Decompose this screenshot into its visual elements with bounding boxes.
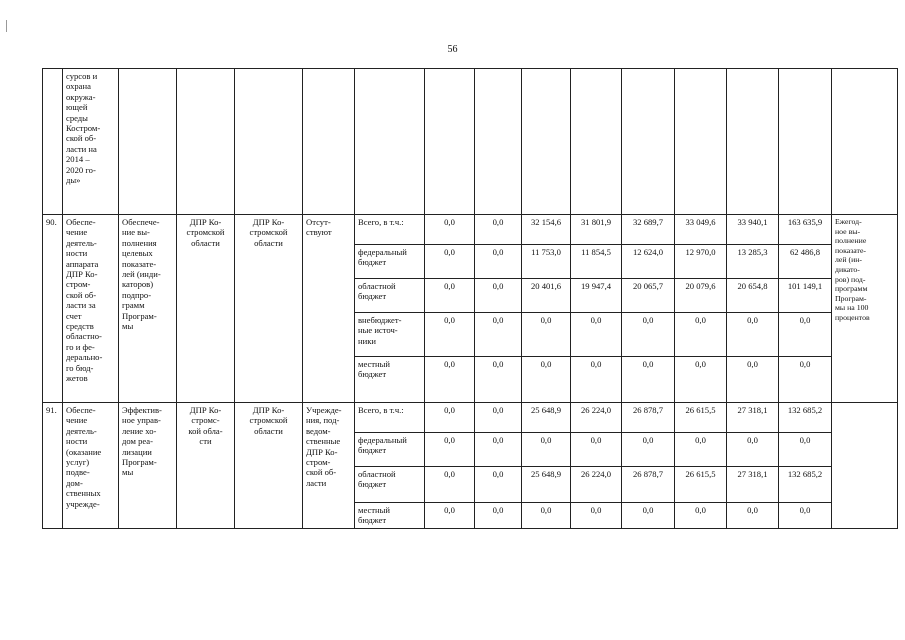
empty-cell <box>522 69 571 215</box>
scan-edge-mark <box>6 20 7 32</box>
empty-cell <box>779 69 832 215</box>
value-cell: 32 154,6 <box>522 215 571 245</box>
continuation-row <box>43 69 898 215</box>
value-cell: 0,0 <box>425 503 475 529</box>
value-cell: 0,0 <box>522 433 571 467</box>
page-number: 56 <box>447 44 458 55</box>
value-cell: 0,0 <box>571 357 622 403</box>
value-cell: 0,0 <box>779 433 832 467</box>
value-cell: 0,0 <box>425 433 475 467</box>
budget-table <box>42 68 898 529</box>
value-cell: 0,0 <box>425 245 475 279</box>
value-cell: 132 685,2 <box>779 467 832 503</box>
value-cell: 0,0 <box>475 403 522 433</box>
value-cell: 20 401,6 <box>522 279 571 313</box>
funding-source: федеральный бюджет <box>355 433 425 467</box>
table-body <box>43 69 898 529</box>
value-cell: 13 285,3 <box>727 245 779 279</box>
value-cell: 0,0 <box>779 357 832 403</box>
value-cell: 0,0 <box>571 503 622 529</box>
measure-row <box>43 403 898 433</box>
empty-cell <box>355 69 425 215</box>
value-cell: 163 635,9 <box>779 215 832 245</box>
expected-result <box>832 403 898 529</box>
row-index: 90. <box>43 215 63 403</box>
funding-source: областной бюджет <box>355 279 425 313</box>
value-cell: 0,0 <box>522 357 571 403</box>
value-cell: 0,0 <box>475 433 522 467</box>
empty-cell <box>571 69 622 215</box>
value-cell: 0,0 <box>425 403 475 433</box>
value-cell: 0,0 <box>727 503 779 529</box>
value-cell: 25 648,9 <box>522 403 571 433</box>
value-cell: 0,0 <box>475 467 522 503</box>
empty-cell <box>425 69 475 215</box>
funding-source: Всего, в т.ч.: <box>355 403 425 433</box>
expected-result: Ежегод- ное вы- полнение показате- лей (ин- дикато- ров) под- программ Програм- мы на 100 процентов <box>832 215 898 403</box>
value-cell: 0,0 <box>475 279 522 313</box>
value-cell: 20 079,6 <box>675 279 727 313</box>
value-cell: 20 065,7 <box>622 279 675 313</box>
value-cell: 26 615,5 <box>675 467 727 503</box>
index-cell <box>43 69 63 215</box>
responsible-executor: ДПР Ко- стромской области <box>235 403 303 529</box>
value-cell: 0,0 <box>779 503 832 529</box>
value-cell: 26 224,0 <box>571 403 622 433</box>
funding-source: федеральный бюджет <box>355 245 425 279</box>
value-cell: 26 878,7 <box>622 467 675 503</box>
empty-cell <box>303 69 355 215</box>
value-cell: 27 318,1 <box>727 467 779 503</box>
task-name-cell: сурсов и охрана окружа- ющей среды Костром- ской об- ласти на 2014 – 2020 го- ды» <box>63 69 119 215</box>
empty-cell <box>622 69 675 215</box>
measure-row <box>43 215 898 245</box>
value-cell: 0,0 <box>571 433 622 467</box>
value-cell: 32 689,7 <box>622 215 675 245</box>
value-cell: 0,0 <box>425 357 475 403</box>
value-cell: 0,0 <box>779 313 832 357</box>
value-cell: 12 970,0 <box>675 245 727 279</box>
funds-recipient: Отсут- ствуют <box>303 215 355 403</box>
value-cell: 27 318,1 <box>727 403 779 433</box>
state-customer: ДПР Ко- стромской области <box>177 215 235 403</box>
empty-cell <box>119 69 177 215</box>
value-cell: 0,0 <box>522 313 571 357</box>
value-cell: 0,0 <box>475 215 522 245</box>
value-cell: 132 685,2 <box>779 403 832 433</box>
value-cell: 0,0 <box>675 503 727 529</box>
value-cell: 0,0 <box>675 433 727 467</box>
funding-source: Всего, в т.ч.: <box>355 215 425 245</box>
value-cell: 20 654,8 <box>727 279 779 313</box>
responsible-executor: ДПР Ко- стромской области <box>235 215 303 403</box>
value-cell: 25 648,9 <box>522 467 571 503</box>
value-cell: 0,0 <box>727 433 779 467</box>
value-cell: 0,0 <box>675 357 727 403</box>
value-cell: 11 753,0 <box>522 245 571 279</box>
empty-cell <box>675 69 727 215</box>
funding-source: местный бюджет <box>355 503 425 529</box>
value-cell: 0,0 <box>475 245 522 279</box>
value-cell: 0,0 <box>622 433 675 467</box>
value-cell: 62 486,8 <box>779 245 832 279</box>
value-cell: 0,0 <box>425 279 475 313</box>
value-cell: 0,0 <box>622 503 675 529</box>
value-cell: 19 947,4 <box>571 279 622 313</box>
value-cell: 0,0 <box>475 503 522 529</box>
value-cell: 0,0 <box>522 503 571 529</box>
value-cell: 0,0 <box>475 313 522 357</box>
value-cell: 26 878,7 <box>622 403 675 433</box>
measure-name: Обеспе- чение деятель- ности (оказание услуг) подве- дом- ственных учрежде- <box>63 403 119 529</box>
measure-name: Обеспе- чение деятель- ности аппарата ДПР Ко- стром- ской об- ласти за счет средств областно- го и фе- дерально- го бюд- жетов <box>63 215 119 403</box>
value-cell: 33 049,6 <box>675 215 727 245</box>
value-cell: 101 149,1 <box>779 279 832 313</box>
value-cell: 0,0 <box>675 313 727 357</box>
row-index: 91. <box>43 403 63 529</box>
value-cell: 0,0 <box>571 313 622 357</box>
empty-cell <box>177 69 235 215</box>
value-cell: 0,0 <box>425 215 475 245</box>
measure-goal: Обеспече- ние вы- полнения целевых показате- лей (инди- каторов) подпро- грамм Програм- мы <box>119 215 177 403</box>
value-cell: 33 940,1 <box>727 215 779 245</box>
value-cell: 12 624,0 <box>622 245 675 279</box>
value-cell: 26 224,0 <box>571 467 622 503</box>
value-cell: 0,0 <box>425 467 475 503</box>
state-customer: ДПР Ко- стромс- кой обла- сти <box>177 403 235 529</box>
value-cell: 0,0 <box>622 313 675 357</box>
value-cell: 11 854,5 <box>571 245 622 279</box>
value-cell: 0,0 <box>425 313 475 357</box>
value-cell: 0,0 <box>727 313 779 357</box>
empty-cell <box>235 69 303 215</box>
value-cell: 0,0 <box>622 357 675 403</box>
funding-source: областной бюджет <box>355 467 425 503</box>
value-cell: 31 801,9 <box>571 215 622 245</box>
measure-goal: Эффектив- ное управ- ление хо- дом реа- лизации Програм- мы <box>119 403 177 529</box>
funds-recipient: Учрежде- ния, под- ведом- ственные ДПР Ко- стром- ской об- ласти <box>303 403 355 529</box>
empty-cell <box>727 69 779 215</box>
value-cell: 0,0 <box>727 357 779 403</box>
funding-source: внебюджет- ные источ- ники <box>355 313 425 357</box>
value-cell: 26 615,5 <box>675 403 727 433</box>
value-cell: 0,0 <box>475 357 522 403</box>
funding-source: местный бюджет <box>355 357 425 403</box>
empty-cell <box>832 69 898 215</box>
empty-cell <box>475 69 522 215</box>
